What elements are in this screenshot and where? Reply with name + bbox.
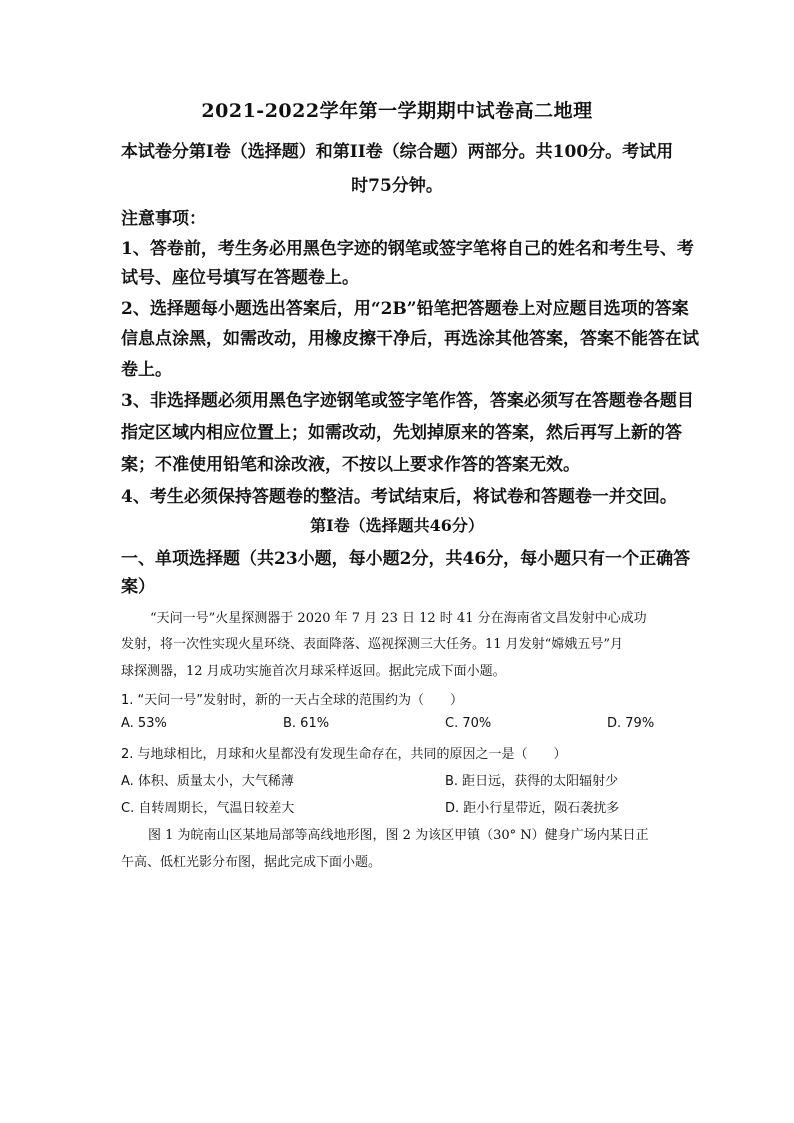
- notice-line: 信息点涂黑，如需改动，用橡皮擦干净后，再选涂其他答案，答案不能答在试: [121, 329, 699, 349]
- passage-line: 发射，将一次性实现火星环绕、表面降落、巡视探测三大任务。11 月发射“嫦娥五号”月: [121, 637, 623, 652]
- part-title-line-1: 一、单项选择题（共23小题，每小题2分，共46分，每小题只有一个正确答: [121, 549, 691, 569]
- intro-line-1: 本试卷分第I卷（选择题）和第II卷（综合题）两部分。共100分。考试用: [120, 142, 674, 162]
- notice-line: 2、选择题每小题选出答案后，用“2B”铅笔把答题卷上对应题目选项的答案: [121, 299, 689, 319]
- question-2-stem: 2. 与地球相比，月球和火星都没有发现生命存在，共同的原因之一是（ ）: [121, 747, 567, 762]
- passage-line: “天问一号”火星探测器于 2020 年 7 月 23 日 12 时 41 分在海南省文昌发射中心成功: [150, 611, 647, 626]
- notice-line: 4、考生必须保持答题卷的整洁。考试结束后，将试卷和答题卷一并交回。: [121, 487, 677, 507]
- question-1-stem: 1. “天问一号”发射时，新的一天占全球的范围约为（ ）: [121, 693, 464, 708]
- question-1-option-c: C. 70%: [445, 716, 492, 731]
- question-2-option-a: A. 体积、质量太小，大气稀薄: [121, 774, 294, 789]
- part-title-line-2: 案）: [121, 577, 155, 597]
- intro-line-2: 时75分钟。: [351, 176, 443, 196]
- question-2-option-c: C. 自转周期长，气温日较差大: [121, 801, 295, 816]
- passage-line: 午高、低杠光影分布图，据此完成下面小题。: [121, 855, 382, 870]
- passage-line: 球探测器，12 月成功实施首次月球采样返回。据此完成下面小题。: [121, 664, 506, 679]
- notice-line: 指定区域内相应位置上；如需改动，先划掉原来的答案，然后再写上新的答: [121, 423, 682, 443]
- notice-line: 1、答卷前，考生务必用黑色字迹的钢笔或签字笔将自己的姓名和考生号、考: [121, 239, 694, 259]
- notice-heading: 注意事项：: [121, 209, 206, 229]
- notice-line: 试号、座位号填写在答题卷上。: [121, 268, 359, 288]
- question-1-option-b: B. 61%: [283, 716, 330, 731]
- question-2-option-d: D. 距小行星带近，陨石袭扰多: [445, 801, 620, 816]
- passage-line: 图 1 为皖南山区某地局部等高线地形图，图 2 为该区甲镇（30° N）健身广场内某日正: [148, 828, 649, 843]
- notice-line: 3、非选择题必须用黑色字迹钢笔或签字笔作答，答案必须写在答题卷各题目: [121, 391, 694, 411]
- notice-line: 案；不准使用铅笔和涂改液，不按以上要求作答的答案无效。: [121, 455, 580, 475]
- question-1-option-d: D. 79%: [607, 716, 655, 731]
- question-1-option-a: A. 53%: [121, 716, 167, 731]
- question-2-option-b: B. 距日远，获得的太阳辐射少: [445, 774, 619, 789]
- notice-line: 卷上。: [121, 360, 172, 380]
- section-title: 第I卷（选择题共46分）: [310, 516, 484, 535]
- exam-title: 2021-2022学年第一学期期中试卷高二地理: [201, 100, 593, 122]
